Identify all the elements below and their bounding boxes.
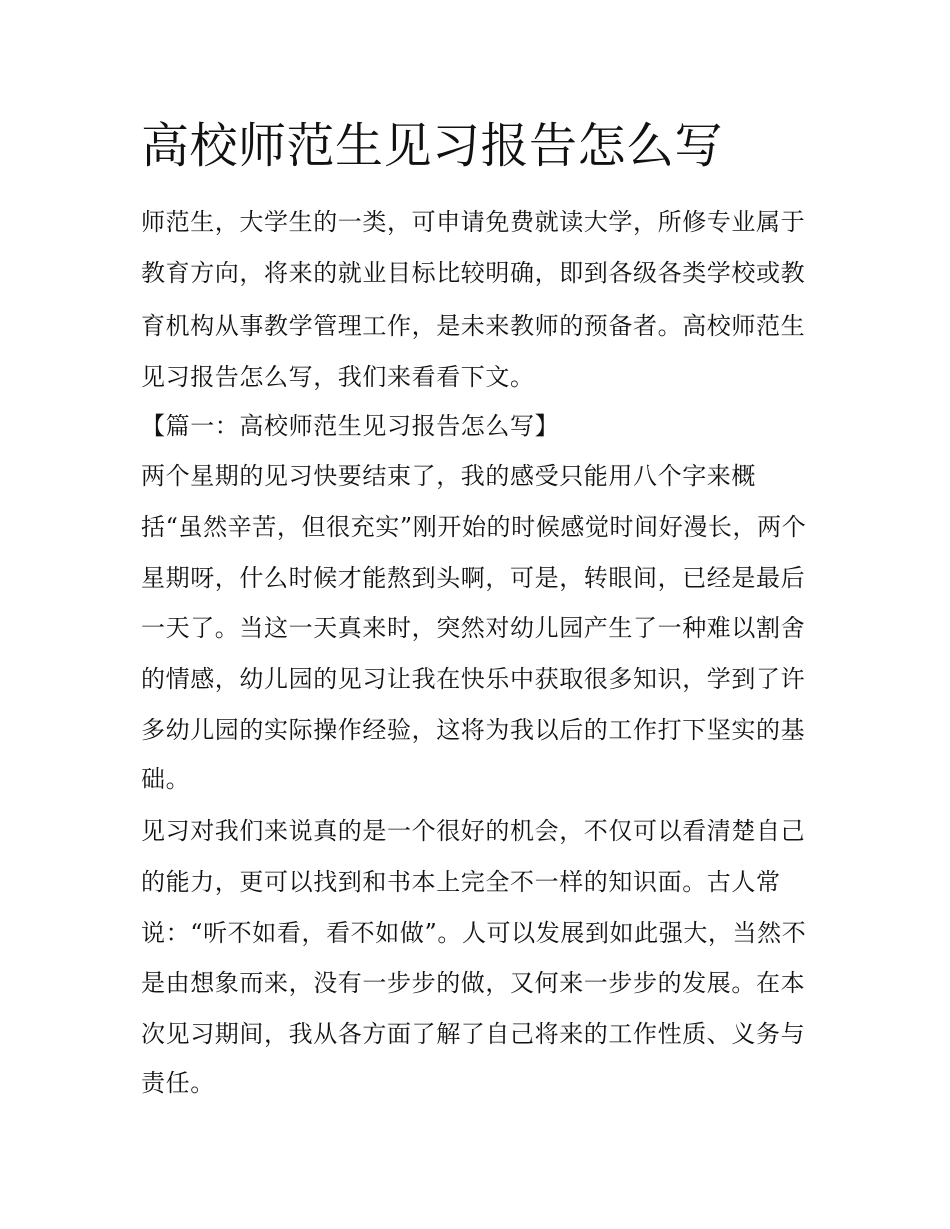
document-title: 高校师范生见习报告怎么写: [141, 118, 724, 174]
text-line: 见习对我们来说真的是一个很好的机会，不仅可以看清楚自己: [141, 817, 806, 845]
text-line: 见习报告怎么写，我们来看看下文。: [141, 363, 535, 391]
text-line: 两个星期的见习快要结束了，我的感受只能用八个字来概: [141, 462, 756, 490]
text-line: 的情感，幼儿园的见习让我在快乐中获取很多知识，学到了许: [141, 665, 806, 693]
text-line: 星期呀，什么时候才能熬到头啊，可是，转眼间，已经是最后: [141, 564, 806, 592]
text-line: 教育方向，将来的就业目标比较明确，即到各级各类学校或教: [141, 259, 806, 287]
text-line: 础。: [141, 765, 191, 793]
text-line: 是由想象而来，没有一步步的做，又何来一步步的发展。在本: [141, 969, 806, 997]
text-line: 括“虽然辛苦，但很充实”刚开始的时候感觉时间好漫长，两个: [141, 513, 807, 541]
text-line: 育机构从事教学管理工作，是未来教师的预备者。高校师范生: [141, 312, 806, 340]
text-line: 次见习期间，我从各方面了解了自己将来的工作性质、义务与: [141, 1020, 806, 1048]
text-line: 一天了。当这一天真来时，突然对幼儿园产生了一种难以割舍: [141, 614, 806, 642]
text-line: 责任。: [141, 1069, 215, 1097]
text-line: 多幼儿园的实际操作经验，这将为我以后的工作打下坚实的基: [141, 716, 806, 744]
section-heading: 【篇一：高校师范生见习报告怎么写】: [141, 412, 560, 440]
text-line: 的能力，更可以找到和书本上完全不一样的知识面。古人常: [141, 868, 781, 896]
text-line: 说：“听不如看，看不如做”。人可以发展到如此强大，当然不: [141, 919, 807, 947]
text-line: 师范生，大学生的一类，可申请免费就读大学，所修专业属于: [141, 208, 806, 236]
